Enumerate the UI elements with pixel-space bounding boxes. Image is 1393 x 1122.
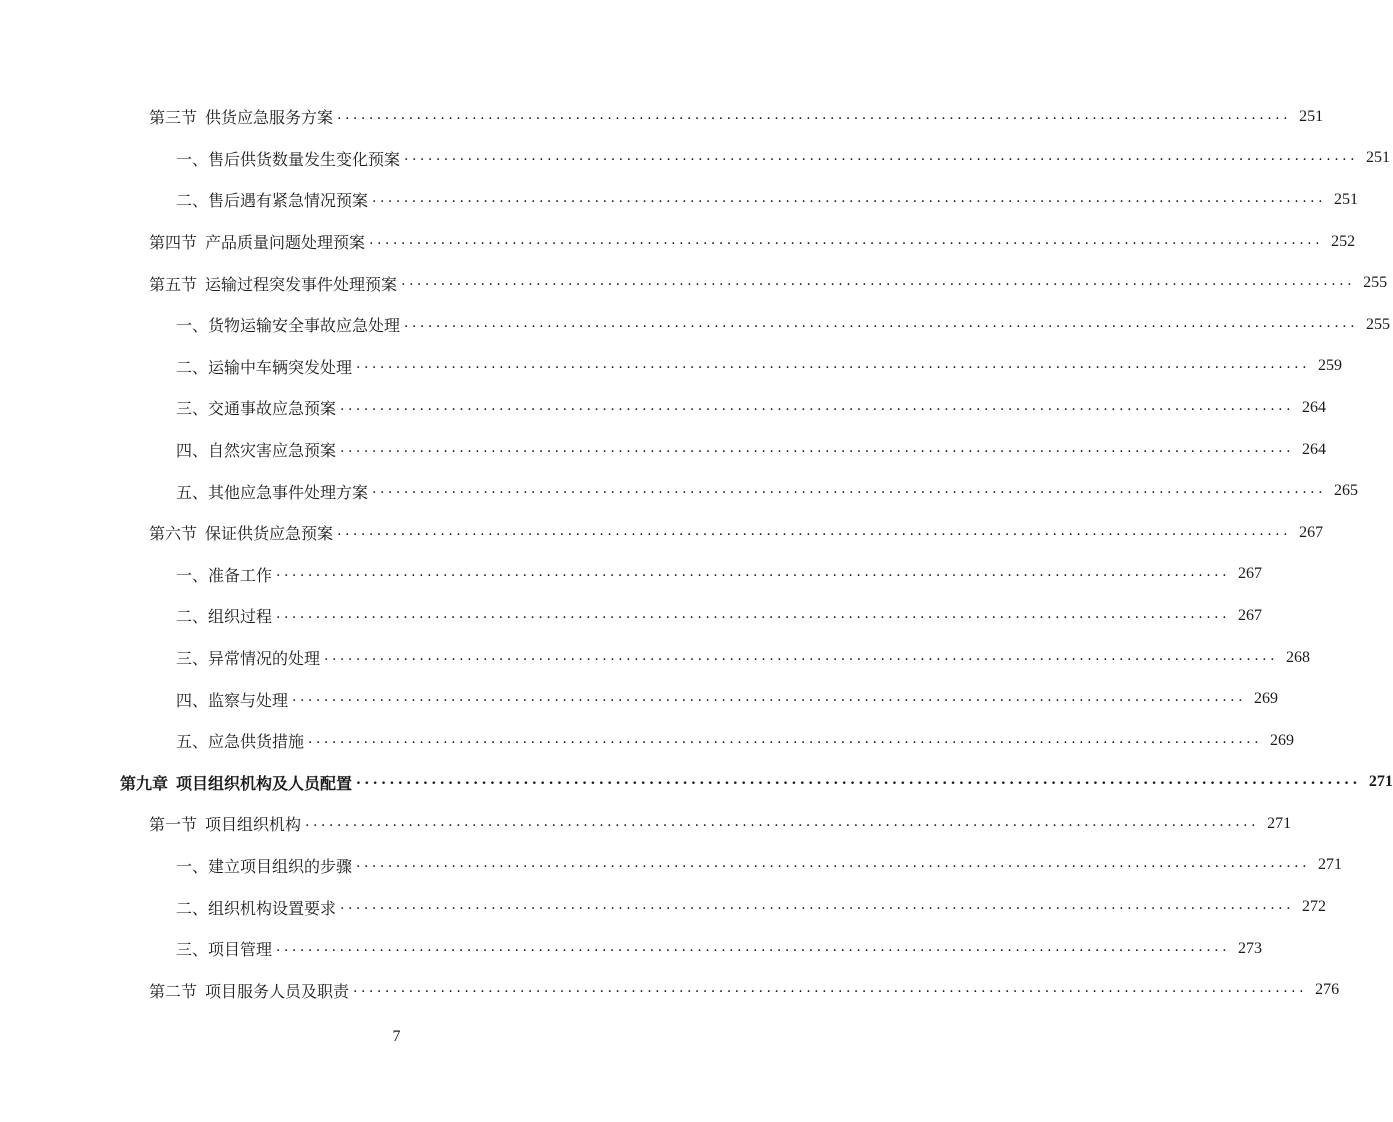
toc-entry-text: 二、售后遇有紧急情况预案	[176, 191, 369, 211]
toc-dot-leader: ........................................................................................................................	[340, 397, 1295, 414]
toc-entry-title	[176, 604, 272, 627]
toc-dot-leader: ........................................................................................................................	[353, 980, 1308, 997]
toc-dot-leader: ........................................................................................................................	[401, 273, 1356, 290]
toc-entry-title	[176, 313, 400, 336]
toc-entry[interactable]	[0, 512, 1324, 554]
toc-entry-text: 五、其他应急事件处理方案	[176, 482, 369, 502]
toc-dot-leader: ........................................................................................................................	[276, 938, 1231, 955]
toc-entry-page: 255	[1366, 315, 1391, 333]
toc-entry-page: 265	[1334, 482, 1359, 500]
toc-entry-page: 267	[1238, 565, 1263, 583]
toc-entry-title	[176, 438, 336, 461]
toc-entry-text: 五、应急供货措施	[176, 732, 305, 752]
toc-entry-text: 四、自然灾害应急预案	[176, 441, 337, 461]
toc-entry-title	[120, 771, 352, 794]
toc-entry[interactable]	[0, 928, 1263, 970]
toc-entry-number: 第二节	[149, 981, 198, 1001]
toc-entry-page: 251	[1334, 190, 1359, 208]
toc-dot-leader: ........................................................................................................................	[337, 106, 1292, 123]
toc-entry[interactable]	[0, 304, 1391, 346]
toc-entry-text: 三、交通事故应急预案	[176, 399, 337, 419]
toc-entry[interactable]	[0, 803, 1292, 845]
toc-dot-leader: ........................................................................................................................	[372, 481, 1327, 498]
toc-entry-page: 264	[1302, 398, 1327, 416]
page-number: 7	[392, 1028, 401, 1045]
toc-entry[interactable]	[0, 429, 1327, 471]
toc-entry-text: 一、售后供货数量发生变化预案	[176, 149, 401, 169]
toc-entry-page: 252	[1331, 232, 1356, 250]
toc-dot-leader: ........................................................................................................................	[340, 439, 1295, 456]
toc-entry-text: 三、异常情况的处理	[176, 649, 321, 669]
toc-entry[interactable]	[0, 845, 1343, 887]
toc-entry-page: 271	[1368, 773, 1393, 791]
toc-entry-page: 259	[1318, 357, 1343, 375]
toc-entry-page: 271	[1318, 856, 1343, 874]
toc-entry-number: 第四节	[149, 233, 198, 253]
toc-entry-text: 三、项目管理	[176, 940, 273, 960]
toc-entry-text: 一、准备工作	[176, 565, 273, 585]
toc-dot-leader: ........................................................................................................................	[356, 772, 1361, 789]
toc-dot-leader: ........................................................................................................................	[337, 522, 1292, 539]
toc-entry-title	[149, 812, 301, 835]
toc-entry-title	[176, 646, 320, 669]
toc-entry-title	[176, 688, 288, 711]
toc-entry-page: 272	[1302, 898, 1327, 916]
toc-dot-leader: ........................................................................................................................	[340, 897, 1295, 914]
toc-entry-title	[149, 272, 397, 295]
toc-entry-page: 269	[1254, 690, 1279, 708]
toc-entry-text: 供货应急服务方案	[205, 108, 334, 128]
toc-entry[interactable]	[0, 221, 1356, 263]
toc-entry[interactable]	[0, 470, 1359, 512]
toc-entry-page: 251	[1299, 107, 1324, 125]
toc-entry-title	[149, 521, 333, 544]
toc-entry-text: 产品质量问题处理预案	[205, 233, 366, 253]
toc-entry-title	[176, 147, 400, 170]
toc-dot-leader: ........................................................................................................................	[324, 647, 1279, 664]
toc-entry[interactable]	[0, 179, 1359, 221]
toc-entry-title	[176, 937, 272, 960]
toc-entry-text: 项目服务人员及职责	[205, 981, 350, 1001]
toc-dot-leader: ........................................................................................................................	[308, 730, 1263, 747]
toc-entry-text: 四、监察与处理	[176, 690, 289, 710]
toc-entry-text: 一、货物运输安全事故应急处理	[176, 316, 401, 336]
toc-entry[interactable]	[0, 138, 1391, 180]
toc-dot-leader: ........................................................................................................................	[276, 564, 1231, 581]
toc-entry-text: 运输过程突发事件处理预案	[205, 274, 398, 294]
toc-entry-number: 第五节	[149, 274, 198, 294]
toc-entry-page: 267	[1238, 606, 1263, 624]
toc-entry[interactable]	[0, 595, 1263, 637]
toc-entry-title	[176, 188, 368, 211]
toc-dot-leader: ........................................................................................................................	[276, 605, 1231, 622]
toc-dot-leader: ........................................................................................................................	[356, 356, 1311, 373]
toc-entry-page: 273	[1238, 939, 1263, 957]
toc-entry-text: 二、组织过程	[176, 607, 273, 627]
toc-entry-title	[176, 355, 352, 378]
toc-entry-title	[176, 854, 352, 877]
toc-dot-leader: ........................................................................................................................	[372, 189, 1327, 206]
toc-entry-text: 项目组织机构及人员配置	[176, 773, 353, 793]
page-number-footer	[0, 1028, 793, 1046]
toc-entry-page: 264	[1302, 440, 1327, 458]
toc-entry-text: 二、组织机构设置要求	[176, 898, 337, 918]
toc-entry-number: 第六节	[149, 524, 198, 544]
toc-entry-title	[176, 396, 336, 419]
toc-entry[interactable]	[0, 262, 1388, 304]
toc-entry-text: 项目组织机构	[205, 815, 302, 835]
table-of-contents	[0, 96, 1393, 1011]
toc-entry-page: 269	[1270, 731, 1295, 749]
toc-entry-page: 251	[1366, 149, 1391, 167]
toc-entry-title	[176, 896, 336, 919]
toc-entry-text: 二、运输中车辆突发处理	[176, 357, 353, 377]
toc-dot-leader: ........................................................................................................................	[292, 689, 1247, 706]
toc-chapter-entry[interactable]	[0, 762, 1393, 804]
toc-dot-leader: ........................................................................................................................	[305, 813, 1260, 830]
toc-entry-title	[176, 480, 368, 503]
toc-entry[interactable]	[0, 637, 1311, 679]
toc-entry-title	[149, 979, 349, 1002]
toc-entry-title	[176, 563, 272, 586]
toc-entry[interactable]	[0, 96, 1324, 138]
toc-entry[interactable]	[0, 969, 1340, 1011]
toc-entry-page: 276	[1315, 981, 1340, 999]
toc-entry-page: 267	[1299, 523, 1324, 541]
toc-entry[interactable]	[0, 720, 1295, 762]
toc-entry[interactable]	[0, 387, 1327, 429]
toc-entry-page: 255	[1363, 274, 1388, 292]
toc-entry[interactable]	[0, 554, 1263, 596]
toc-entry[interactable]	[0, 886, 1327, 928]
toc-dot-leader: ........................................................................................................................	[369, 231, 1324, 248]
toc-entry-page: 271	[1267, 814, 1292, 832]
toc-entry[interactable]	[0, 346, 1343, 388]
toc-entry-title	[149, 230, 365, 253]
toc-entry-number: 第九章	[120, 773, 169, 793]
toc-dot-leader: ........................................................................................................................	[404, 314, 1359, 331]
toc-entry-text: 一、建立项目组织的步骤	[176, 856, 353, 876]
toc-dot-leader: ........................................................................................................................	[356, 855, 1311, 872]
toc-entry-text: 保证供货应急预案	[205, 524, 334, 544]
toc-entry-number: 第三节	[149, 108, 198, 128]
toc-dot-leader: ........................................................................................................................	[404, 148, 1359, 165]
toc-entry-title	[176, 729, 304, 752]
toc-entry-title	[149, 105, 333, 128]
toc-entry-number: 第一节	[149, 815, 198, 835]
toc-entry-page: 268	[1286, 648, 1311, 666]
toc-entry[interactable]	[0, 678, 1279, 720]
